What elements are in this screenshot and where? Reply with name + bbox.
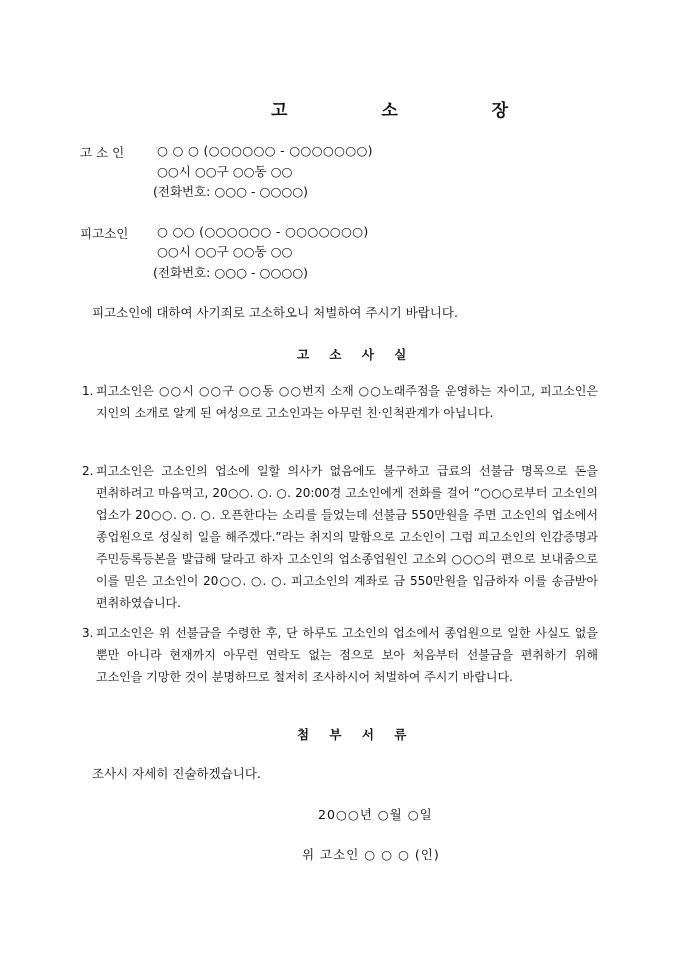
defendant-name-line: ○ ○○ (○○○○○○ - ○○○○○○○)	[157, 224, 369, 239]
signature-line: 위 고소인 ○ ○ ○ (인)	[302, 847, 440, 862]
complainant-phone: (전화번호: ○○○ - ○○○○)	[153, 184, 309, 199]
facts-heading: 고 소 사 실	[297, 347, 415, 362]
fact-text: 피고소인은 위 선불금을 수령한 후, 단 하루도 고소인의 업소에서 종업원으로 일한 사실도 없을 뿐만 아니라 현재까지 아무런 연락도 없는 점으로 보아 처음부터 선불금을 편취하기 위해 고소인을 기망한 것이 분명하므로 철저히 조사하시어 처벌하여 주시기 바랍니다.	[96, 626, 598, 684]
fact-item-3	[82, 622, 598, 688]
fact-number: 3.	[82, 626, 94, 640]
fact-text: 피고소인은 ○○시 ○○구 ○○동 ○○번지 소재 ○○노래주점을 운영하는 자이고, 피고소인은 지인의 소개로 알게 된 여성으로 고소인과는 아무런 친·인척관계가 아닙니다.	[96, 384, 598, 420]
complainant-name-line: ○ ○ ○ (○○○○○○ - ○○○○○○○)	[157, 143, 373, 158]
fact-text: 피고소인은 고소인의 업소에 일할 의사가 없음에도 불구하고 급료의 선불금 명목으로 돈을 편취하려고 마음먹고, 20○○. ○. ○. 20:00경 고소인에게 전화를 걸어 “○○○로부터 고소인의 업소가 20○○. ○. ○. 오픈한다는 소리를 들었는데 선불금 550만원을 주면 고소인의 업소에서 종업원으로 성실히 일을 해주겠다.”라는 취지의 말함으로 고소인이 그럼 피고소인의 인감증명과 주민등록등본을 발급해 달라고 하자 고소인의 업소종업원인 고소외 ○○○의 편으로 보내줌으로 이를 믿은 고소인이 20○○. ○. ○. 피고소인의 계좌로 금 550만원을 입금하자 이를 송금받아 편취하였습니다.	[96, 464, 598, 610]
document-title: 고 소 장	[271, 101, 553, 121]
complainant-label: 고 소 인	[80, 145, 125, 160]
defendant-address: ○○시 ○○구 ○○동 ○○	[157, 244, 293, 259]
intro-statement: 피고소인에 대하여 사기죄로 고소하오니 처벌하여 주시기 바랍니다.	[92, 305, 458, 320]
fact-item-2	[82, 460, 598, 614]
fact-number: 2.	[82, 464, 94, 478]
fact-number: 1.	[82, 384, 94, 398]
defendant-label: 피고소인	[80, 226, 129, 241]
fact-item-1	[82, 380, 598, 424]
closing-statement: 조사시 자세히 진술하겠습니다.	[92, 766, 261, 781]
complainant-address: ○○시 ○○구 ○○동 ○○	[157, 164, 293, 179]
attachments-heading: 첨 부 서 류	[297, 727, 415, 742]
document-date: 20○○년 ○월 ○일	[318, 807, 433, 822]
defendant-phone: (전화번호: ○○○ - ○○○○)	[153, 265, 309, 280]
